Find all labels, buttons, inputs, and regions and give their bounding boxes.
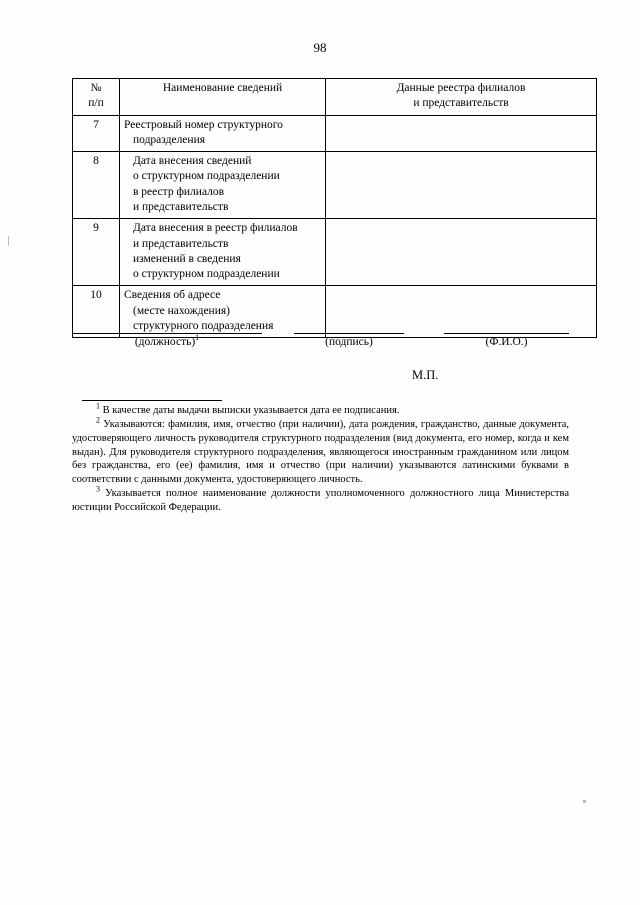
signature-sign-block [294,333,404,348]
signature-sign-rule [294,333,404,334]
row-number: 10 [73,286,120,338]
row-data-value[interactable] [326,115,597,152]
header-cell-name: Наименование сведений [120,79,326,116]
table-row [73,152,597,219]
scan-artifact [8,236,9,246]
signature-position-block [72,333,262,348]
footnote-separator [82,400,222,401]
table-row [73,286,597,338]
table-row [73,115,597,152]
footnote-mark: 2 [96,415,100,425]
page-number: 98 [313,40,327,55]
row-number: 7 [73,115,120,152]
footnote-text: Указывается полное наименование должности уполномоченного должностного лица Министерства юстиции Российской Федерации. [72,488,569,514]
table-row [73,219,597,286]
row-name: Дата внесения в реестр филиалов и представительств изменений в сведения о структурном подразделении [120,219,326,286]
row-data-value[interactable] [326,152,597,219]
table-header-row [73,79,597,116]
stamp-place-label: М.П. [412,368,439,382]
footnotes [72,401,569,515]
footnote-mark: 1 [96,401,100,411]
scan-artifact [583,800,586,803]
row-name: Дата внесения сведений о структурном подразделении в реестр филиалов и представительств [120,152,326,219]
signature-fio-block [444,333,569,348]
footnote-item [72,415,569,487]
registry-table [72,78,597,338]
footnote-text: Указываются: фамилия, имя, отчество (при наличии), дата рождения, гражданство, данные документа, удостоверяющего личность руководителя структурного подразделения (вид документа, его номер, когда и кем выдан). Для руководителя структурного подразделения, являющегося иностранным гражданином или лицом без гражданства, его (ее) фамилия, имя и отчество (при наличии) указываются латинскими буквами в соответствии с данными документа, удостоверяющего личность. [72,418,569,486]
row-number: 9 [73,219,120,286]
footnote-text: В качестве даты выдачи выписки указывается дата ее подписания. [100,405,400,416]
signature-position-footnote-mark: 1 [195,333,200,343]
row-data-value[interactable] [326,219,597,286]
signature-position-label: (должность) [134,336,196,348]
row-data-value[interactable] [326,286,597,338]
header-cell-data: Данные реестра филиалов и представительств [326,79,597,116]
footnote-item [72,401,569,418]
signature-fio-label: (Ф.И.О.) [485,336,528,348]
row-name: Реестровый номер структурного подразделения [120,115,326,152]
footnote-item [72,484,569,515]
signature-row [72,333,569,363]
row-name: Сведения об адресе (месте нахождения) структурного подразделения [120,286,326,338]
footnote-mark: 3 [96,484,100,494]
signature-position-rule [72,333,262,334]
signature-sign-label: (подпись) [325,336,373,348]
signature-fio-rule [444,333,569,334]
row-number: 8 [73,152,120,219]
header-cell-number: № п/п [73,79,120,116]
